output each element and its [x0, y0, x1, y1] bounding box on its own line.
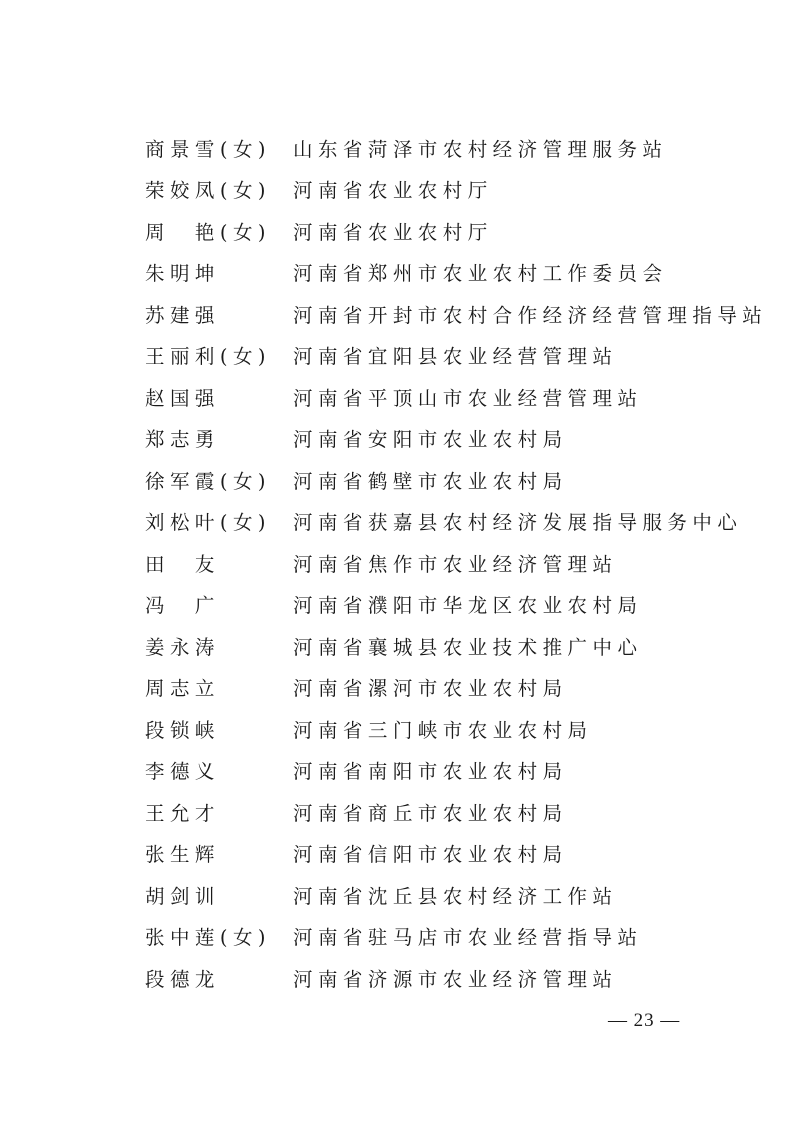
list-item — [145, 169, 745, 211]
list-item — [145, 833, 745, 875]
organization: 河南省南阳市农业农村局 — [293, 760, 568, 784]
person-name: 王丽利(女) — [145, 345, 271, 369]
person-name: 王允才 — [145, 801, 220, 825]
person-name: 胡剑训 — [145, 884, 220, 908]
organization: 河南省商丘市农业农村局 — [293, 801, 568, 825]
organization: 河南省鹤壁市农业农村局 — [293, 469, 568, 493]
organization: 河南省平顶山市农业经营管理站 — [293, 386, 643, 410]
person-name: 苏建强 — [145, 303, 220, 327]
list-item — [145, 418, 745, 460]
list-item — [145, 376, 745, 418]
list-item — [145, 252, 745, 294]
list-item — [145, 459, 745, 501]
list-item — [145, 584, 745, 626]
organization: 河南省安阳市农业农村局 — [293, 428, 568, 452]
person-name: 冯 广 — [145, 594, 220, 618]
organization: 河南省襄城县农业技术推广中心 — [293, 635, 643, 659]
list-item — [145, 542, 745, 584]
list-item — [145, 667, 745, 709]
person-name: 商景雪(女) — [145, 137, 271, 161]
list-item — [145, 293, 768, 335]
name-list — [145, 127, 768, 999]
person-name: 刘松叶(女) — [145, 511, 271, 535]
organization: 河南省驻马店市农业经营指导站 — [293, 926, 643, 950]
person-name: 李德义 — [145, 760, 220, 784]
person-name: 段德龙 — [145, 967, 220, 991]
person-name: 段锁峡 — [145, 718, 220, 742]
organization: 河南省信阳市农业农村局 — [293, 843, 568, 867]
page-number: — 23 — — [608, 1010, 681, 1031]
person-name: 张中莲(女) — [145, 926, 271, 950]
list-item — [145, 750, 745, 792]
organization: 河南省沈丘县农村经济工作站 — [293, 884, 618, 908]
organization: 河南省济源市农业经济管理站 — [293, 967, 618, 991]
person-name: 郑志勇 — [145, 428, 220, 452]
organization: 河南省获嘉县农村经济发展指导服务中心 — [293, 511, 743, 535]
person-name: 徐军霞(女) — [145, 469, 271, 493]
list-item — [145, 210, 745, 252]
list-item — [145, 501, 745, 543]
list-item — [145, 708, 745, 750]
organization: 河南省开封市农村合作经济经营管理指导站 — [293, 303, 768, 327]
person-name: 周 艳(女) — [145, 220, 271, 244]
person-name: 周志立 — [145, 677, 220, 701]
person-name: 田 友 — [145, 552, 220, 576]
list-item — [145, 335, 745, 377]
organization: 河南省郑州市农业农村工作委员会 — [293, 262, 668, 286]
list-item — [145, 874, 745, 916]
organization: 河南省宜阳县农业经营管理站 — [293, 345, 618, 369]
organization: 山东省菏泽市农村经济管理服务站 — [293, 137, 668, 161]
organization: 河南省焦作市农业经济管理站 — [293, 552, 618, 576]
list-item — [145, 791, 745, 833]
organization: 河南省农业农村厅 — [293, 220, 493, 244]
organization: 河南省濮阳市华龙区农业农村局 — [293, 594, 643, 618]
organization: 河南省三门峡市农业农村局 — [293, 718, 593, 742]
organization: 河南省漯河市农业农村局 — [293, 677, 568, 701]
person-name: 赵国强 — [145, 386, 220, 410]
list-item — [145, 916, 745, 958]
list-item — [145, 127, 745, 169]
person-name: 朱明坤 — [145, 262, 220, 286]
list-item — [145, 625, 745, 667]
organization: 河南省农业农村厅 — [293, 179, 493, 203]
person-name: 荣姣凤(女) — [145, 179, 271, 203]
list-item — [145, 957, 745, 999]
person-name: 张生辉 — [145, 843, 220, 867]
person-name: 姜永涛 — [145, 635, 220, 659]
